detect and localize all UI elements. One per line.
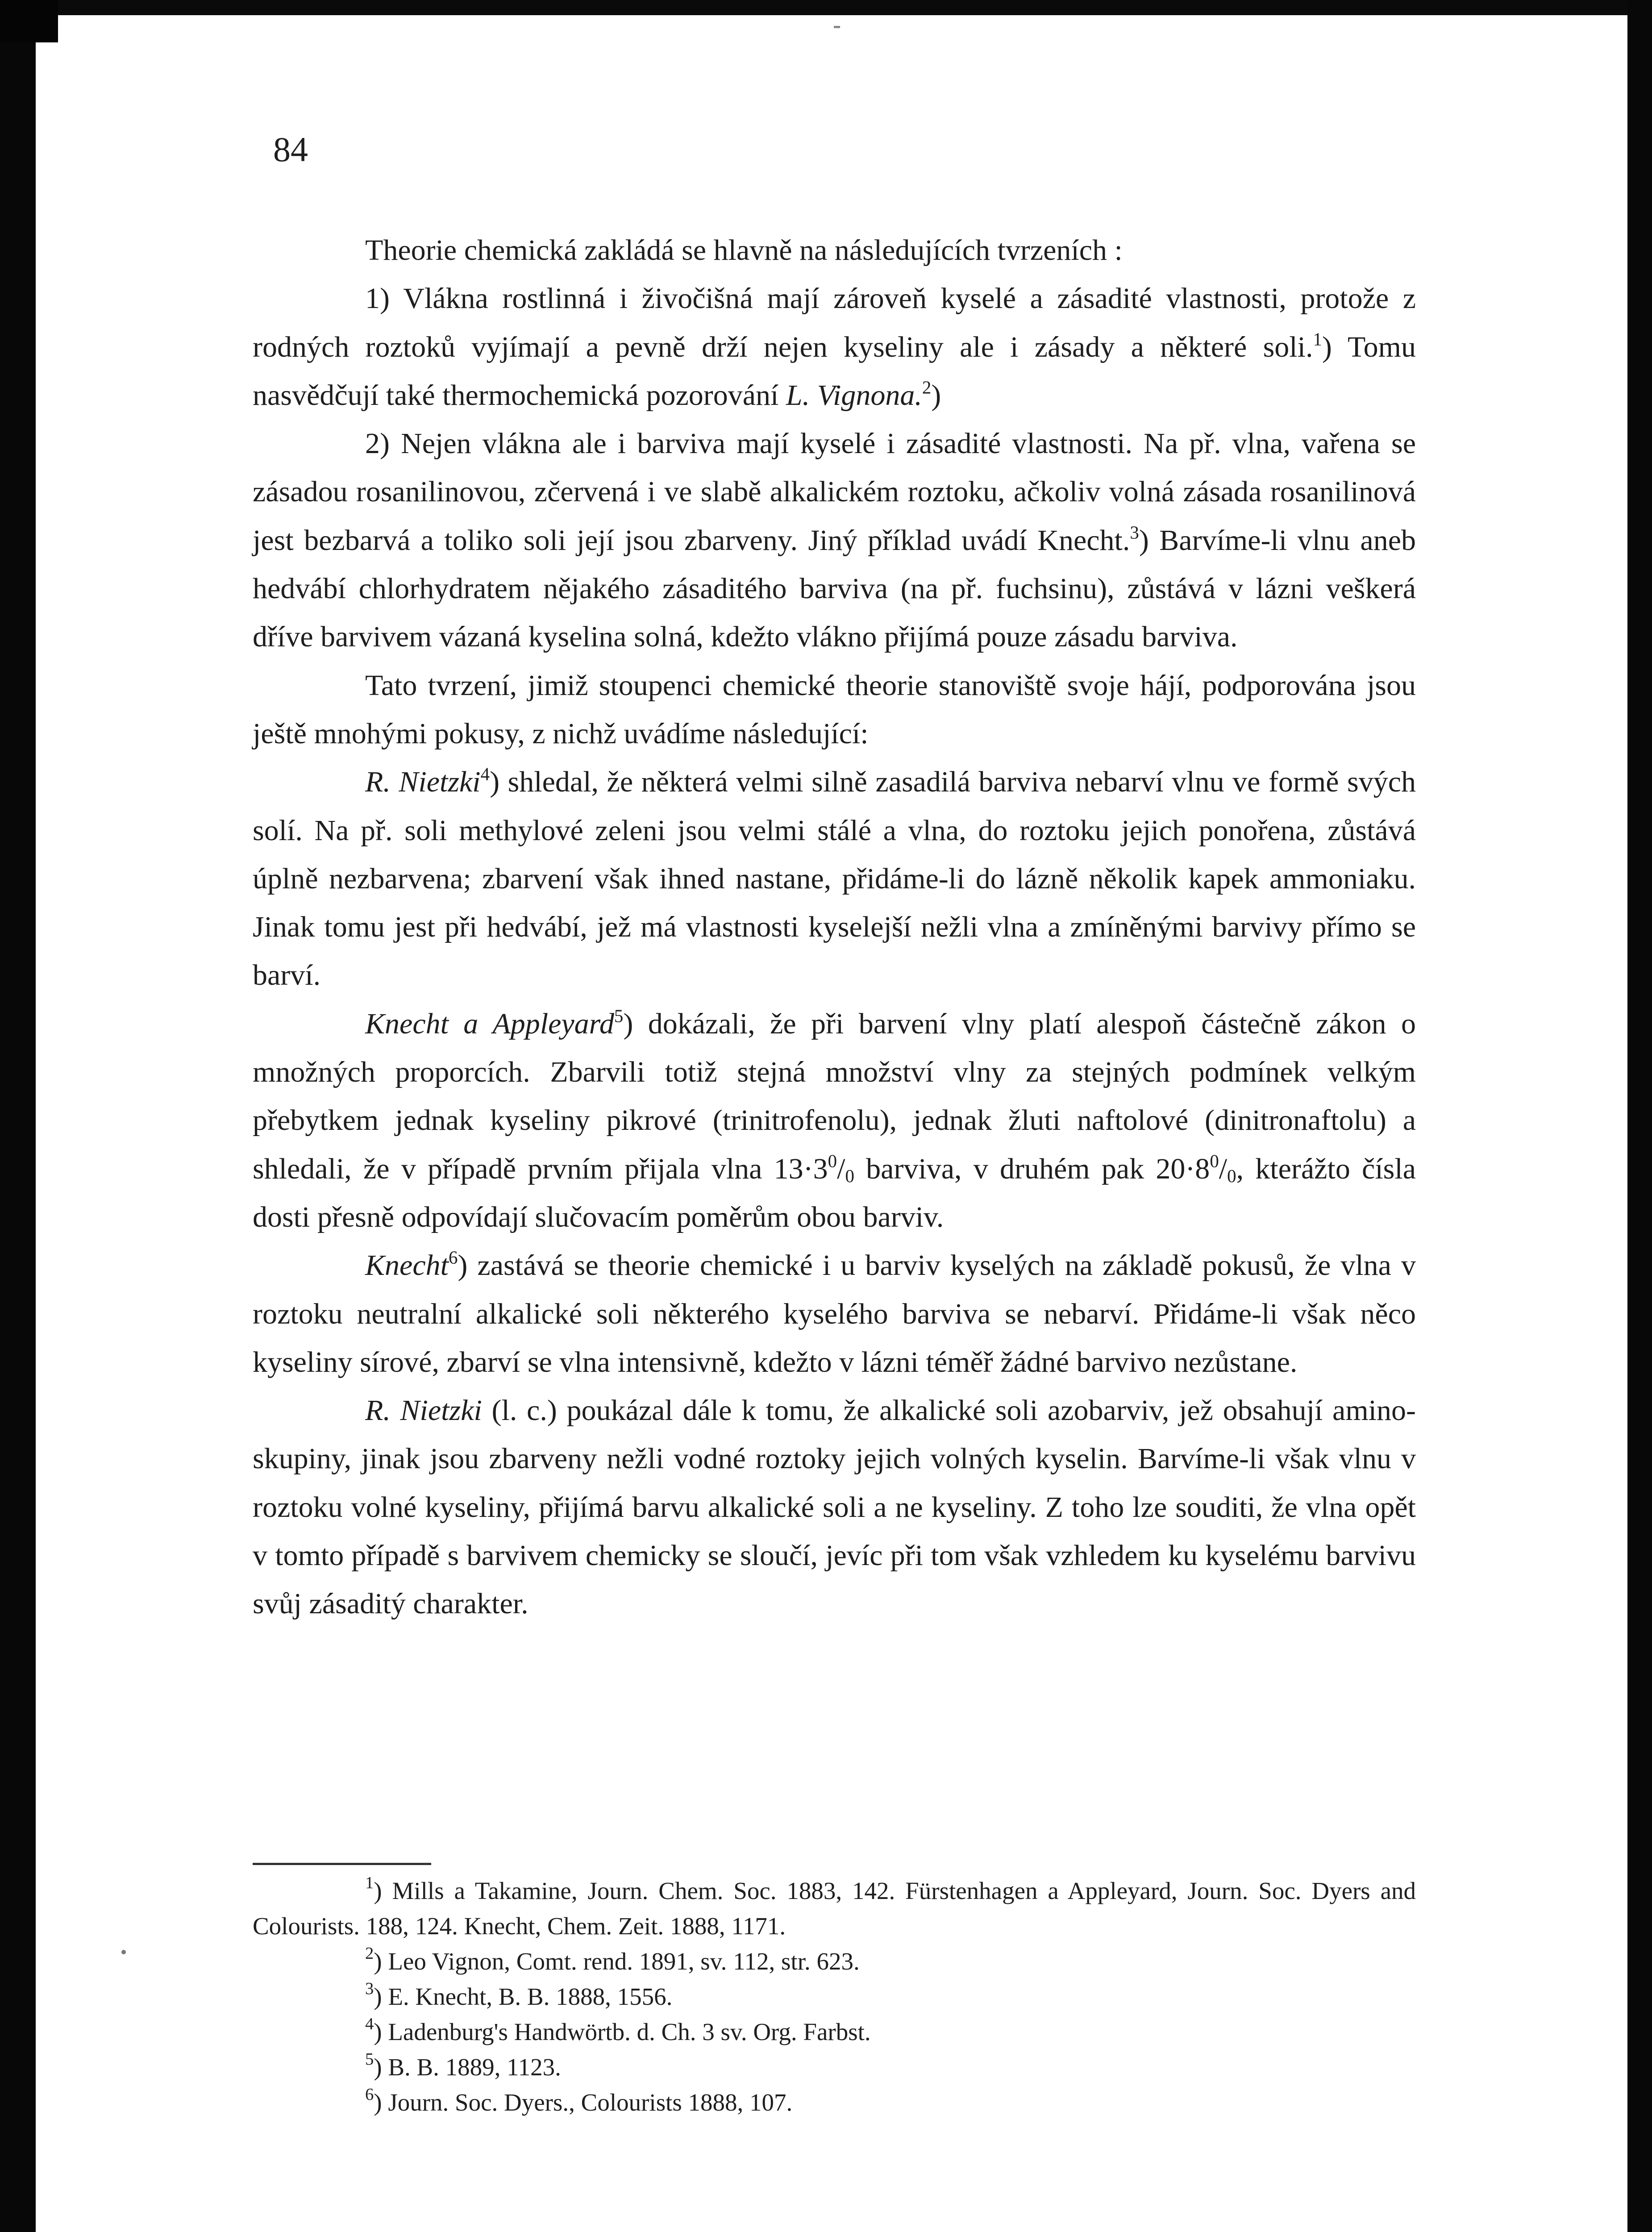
footnote: $^2$) Leo Vignon, Comt. rend. 1891, sv. 112, str. 623. bbox=[365, 1944, 860, 1975]
scan-speck bbox=[121, 1950, 126, 1954]
author-name: L. Vignona. bbox=[786, 379, 922, 412]
footnote-ref: 3 bbox=[1130, 522, 1139, 543]
footnote-ref: 5 bbox=[614, 1006, 624, 1026]
scan-speck bbox=[834, 26, 840, 28]
paragraph: Knecht$^6$) zastává se theorie chemické i u barviv kyselých na základě pokusů, že vlna v roztoku neutralní alkalické soli některého kyselého barviva se nebarví. Přidáme-li však něco kyseliny sírové, zbarví se vlna intensivně, kdežto v lázni téměř žádné barvivo nezůstane. bbox=[253, 1247, 1416, 1378]
footnote-divider bbox=[253, 1863, 431, 1865]
footnote: $^6$) Journ. Soc. Dyers., Colourists 1888, 107. bbox=[365, 2085, 793, 2116]
author-name: R. Nietzki bbox=[365, 766, 481, 799]
footnote: $^5$) B. B. 1889, 1123. bbox=[365, 2050, 561, 2081]
paragraph: R. Nietzki (l. c.) poukázal dále k tomu, že alkalické soli azobarviv, jež obsahují amino-skupiny, jinak jsou zbarveny nežli vodné roztoky jejich volných kyselin. Barvíme-li však vlnu v roztoku volné kyseliny, přijímá barvu alkalické soli a ne kyseliny. Z toho lze souditi, že vlna opět v tomto případě s barvivem chemicky se sloučí, jevíc při tom však vzhledem ku kyselému barvivu svůj zásaditý charakter. bbox=[253, 1394, 1416, 1620]
page-number: 84 bbox=[273, 130, 308, 169]
author-name: Knecht a Appleyard bbox=[365, 1007, 614, 1040]
paragraph: Tato tvrzení, jimiž stoupenci chemické theorie stanoviště svoje hájí, podporována jsou ještě mnohými pokusy, z nichž uvádíme následující: bbox=[253, 669, 1416, 750]
footnote-ref: 2 bbox=[922, 377, 932, 398]
paragraph: 2) Nejen vlákna ale i barviva mají kyselé i zásadité vlastnosti. Na př. vlna, vařena se zásadou rosanilinovou, zčervená i ve slabě alkalickém roztoku, ačkoliv volná zásada rosanilinová jest bezbarvá a toliko soli její jsou zbarveny. Jiný příklad uvádí Knecht.$^3$) Barvíme-li vlnu aneb hedvábí chlorhydratem nějakého zásaditého barviva (na př. fuchsinu), zůstává v lázni veškerá dříve barvivem vázaná kyselina solná, kdežto vlákno přijímá pouze zásadu barviva. bbox=[253, 427, 1416, 654]
scan-border-top bbox=[0, 0, 1652, 15]
footnote-ref: 1 bbox=[1313, 329, 1322, 350]
author-name: Knecht bbox=[365, 1249, 449, 1282]
footnote-ref: 4 bbox=[480, 764, 490, 784]
paragraph: R. Nietzki$^4$) shledal, že některá velmi silně zasadilá barviva nebarví vlnu ve formě svých solí. Na př. soli methylové zeleni jsou velmi stálé a vlna, do roztoku jejich ponořena, zůstává úplně nezbarvena; zbarvení však ihned nastane, přidáme-li do lázně několik kapek ammoniaku. Jinak tomu jest při hedvábí, jež má vlastnosti kyselejší nežli vlna a zmíněnými barvivy přímo se barví. bbox=[253, 764, 1416, 992]
footnote-ref: 6 bbox=[448, 1247, 458, 1268]
scan-border-right bbox=[1627, 0, 1652, 2232]
footnote: $^1$) Mills a Takamine, Journ. Chem. Soc. 1883, 142. Fürstenhagen a Appleyard, Journ. Soc. Dyers and Colourists. 188, 124. Knecht, Chem. Zeit. 1888, 1171. bbox=[253, 1874, 1416, 1940]
paragraph: Theorie chemická zakládá se hlavně na následujících tvrzeních : bbox=[365, 234, 1123, 267]
body-text bbox=[253, 226, 1416, 1628]
scan-border-left bbox=[0, 0, 36, 2232]
footnote: $^4$) Ladenburg's Handwörtb. d. Ch. 3 sv. Org. Farbst. bbox=[365, 2015, 871, 2045]
footnotes bbox=[253, 1873, 1416, 2120]
author-name: R. Nietzki bbox=[365, 1394, 482, 1427]
footnote: $^3$) E. Knecht, B. B. 1888, 1556. bbox=[365, 1979, 673, 2010]
paragraph: Knecht a Appleyard$^5$) dokázali, že při barvení vlny platí alespoň částečně zákon o množných proporcích. Zbarvili totiž stejná množství vlny za stejných podmínek velkým přebytkem jednak kyseliny pikrové (trinitrofenolu), jednak žluti naftolové (dinitronaftolu) a shledali, že v případě prvním přijala vlna $13\cdot 3^0/_0$ barviva, v druhém pak $20\cdot 8^0/_0$, kterážto čísla dosti přesně odpovídají slučovacím poměrům obou barviv. bbox=[253, 1006, 1416, 1233]
scan-corner-shadow bbox=[0, 0, 58, 42]
paragraph: 1) Vlákna rostlinná i živočišná mají zároveň kyselé a zásadité vlastnosti, protože z rodných roztoků vyjímají a pevně drží nejen kyseliny ale i zásady a některé soli.$^1$) Tomu nasvědčují také thermochemická pozorování L. Vignona.$^2$) bbox=[253, 282, 1416, 412]
